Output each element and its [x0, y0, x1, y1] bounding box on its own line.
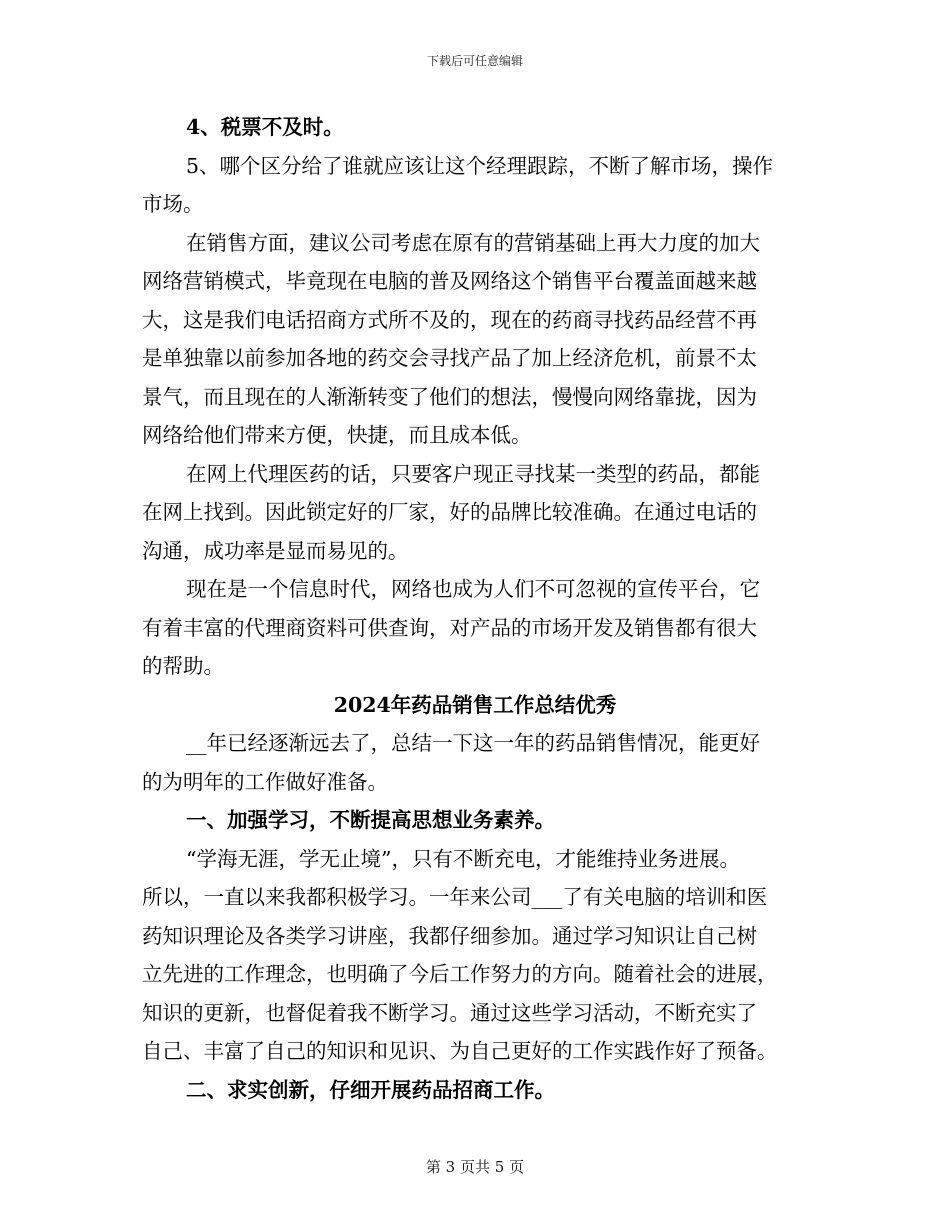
- text-line: __年已经逐渐远去了，总结一下这一年的药品销售情况，能更好: [186, 731, 760, 755]
- page-header: 下载后可任意编辑: [426, 54, 523, 68]
- text-line: 沟通，成功率是显而易见的。: [142, 538, 409, 563]
- text-line: 在销售方面，建议公司考虑在原有的营销基础上再大力度的加大: [186, 230, 760, 255]
- text-line: 网络给他们带来方便，快捷，而且成本低。: [142, 423, 532, 447]
- text-line: 的帮助。: [142, 654, 224, 678]
- text-line: 的为明年的工作做好准备。: [142, 769, 388, 794]
- text-line: 在网上代理医药的话，只要客户现正寻找某一类型的药品，都能: [186, 461, 760, 486]
- text-line: 药知识理论及各类学习讲座，我都仔细参加。通过学习知识让自己树: [142, 923, 757, 948]
- text-line: 自己、丰富了自己的知识和见识、为自己更好的工作实践作好了预备。: [142, 1039, 778, 1063]
- document-body: [142, 108, 808, 1109]
- text-line: 有着丰富的代理商资料可供查询，对产品的市场开发及销售都有很大: [142, 615, 757, 640]
- text-line: 在网上找到。因此锁定好的厂家，好的品牌比较准确。在通过电话的: [142, 500, 757, 524]
- section-title: 2024年药品销售工作总结优秀: [333, 692, 617, 717]
- text-line: 景气，而且现在的人渐渐转变了他们的想法，慢慢向网络靠拢，因为: [142, 384, 757, 409]
- text-line: 是单独靠以前参加各地的药交会寻找产品了加上经济危机，前景不太: [142, 346, 757, 370]
- section-heading: 一、加强学习，不断提高思想业务素养。: [186, 808, 555, 832]
- text-line: 立先进的工作理念，也明确了今后工作努力的方向。随着社会的进展，: [142, 962, 778, 986]
- page-footer: 第 3 页共 5 页: [425, 1158, 525, 1176]
- text-line: 所以，一直以来我都积极学习。一年来公司___了有关电脑的培训和医: [142, 885, 768, 909]
- text-line: 5、哪个区分给了谁就应该让这个经理跟踪，不断了解市场，操作: [186, 153, 774, 178]
- text-line: 知识的更新，也督促着我不断学习。通过这些学习活动，不断充实了: [142, 1000, 757, 1025]
- text-line: “学海无涯，学无止境”，只有不断充电，才能维持业务进展。: [186, 846, 740, 871]
- text-line: 大，这是我们电话招商方式所不及的，现在的药商寻找药品经营不再: [142, 307, 757, 332]
- section-heading: 二、求实创新，仔细开展药品招商工作。: [186, 1077, 555, 1102]
- text-line: 现在是一个信息时代，网络也成为人们不可忽视的宣传平台，它: [186, 577, 760, 601]
- section-heading: 4、税票不及时。: [186, 115, 344, 139]
- text-line: 市场。: [142, 192, 204, 216]
- text-line: 网络营销模式，毕竟现在电脑的普及网络这个销售平台覆盖面越来越: [142, 269, 757, 293]
